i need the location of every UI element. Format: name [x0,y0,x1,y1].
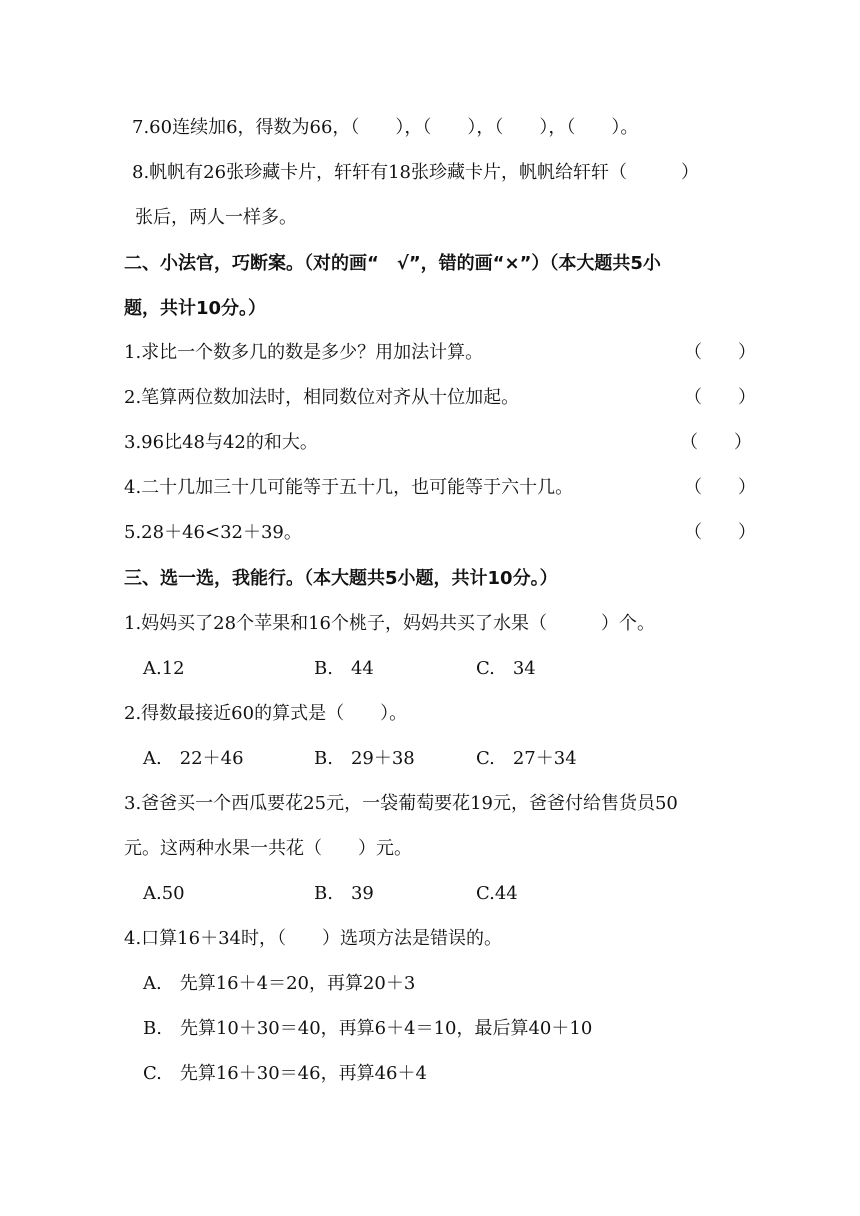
judge-item-1: 1.求比一个数多几的数是多少？用加法计算。 [124,342,484,363]
section-2-heading-line-2: 题，共计10分。） [124,298,267,319]
judge-item-4: 4.二十几加三十几可能等于五十几，也可能等于六十几。 [124,477,574,498]
choice-q3-option-a[interactable]: A.50 [143,883,185,904]
choice-q1-stem: 1.妈妈买了28个苹果和16个桃子，妈妈共买了水果（ ）个。 [124,613,655,634]
question-8-line-2: 张后，两人一样多。 [135,207,297,228]
choice-q3-option-c[interactable]: C.44 [476,883,518,904]
choice-q3-stem-line-1: 3.爸爸买一个西瓜要花25元，一袋葡萄要花19元，爸爸付给售货员50 [124,793,678,814]
choice-q4-option-b[interactable]: B. 先算10＋30＝40，再算6＋4＝10，最后算40＋10 [143,1018,593,1039]
choice-q2-option-a[interactable]: A. 22＋46 [143,748,244,769]
choice-q1-option-b[interactable]: B. 44 [314,658,374,679]
choice-q1-option-a[interactable]: A.12 [143,658,185,679]
choice-q4-option-c[interactable]: C. 先算16＋30＝46，再算46＋4 [143,1063,427,1084]
choice-q3-option-b[interactable]: B. 39 [314,883,374,904]
choice-q2-option-b[interactable]: B. 29＋38 [314,748,415,769]
judge-answer-paren-1[interactable]: （ ） [684,342,756,363]
judge-item-5: 5.28＋46<32＋39。 [124,522,302,543]
choice-q2-option-c[interactable]: C. 27＋34 [476,748,577,769]
judge-answer-paren-4[interactable]: （ ） [684,477,756,498]
judge-answer-paren-2[interactable]: （ ） [684,387,756,408]
judge-item-2: 2.笔算两位数加法时，相同数位对齐从十位加起。 [124,387,520,408]
choice-q4-stem: 4.口算16＋34时，（ ）选项方法是错误的。 [124,928,502,949]
section-3-heading: 三、选一选，我能行。（本大题共5小题，共计10分。） [124,568,558,589]
choice-q1-option-c[interactable]: C. 34 [476,658,536,679]
choice-q4-option-a[interactable]: A. 先算16＋4＝20，再算20＋3 [143,973,416,994]
judge-answer-paren-5[interactable]: （ ） [684,522,756,543]
section-2-heading-line-1: 二、小法官，巧断案。（对的画“ √”，错的画“×”）（本大题共5小 [124,253,661,274]
question-8-line-1: 8.帆帆有26张珍藏卡片，轩轩有18张珍藏卡片，帆帆给轩轩（ ） [132,162,699,183]
choice-q3-stem-line-2: 元。这两种水果一共花（ ）元。 [124,838,412,859]
judge-item-3: 3.96比48与42的和大。 [124,432,318,453]
judge-answer-paren-3[interactable]: （ ） [680,432,752,453]
choice-q2-stem: 2.得数最接近60的算式是（ ）。 [124,703,408,724]
question-7: 7.60连续加6，得数为66，（ ），（ ），（ ），（ ）。 [132,117,639,138]
